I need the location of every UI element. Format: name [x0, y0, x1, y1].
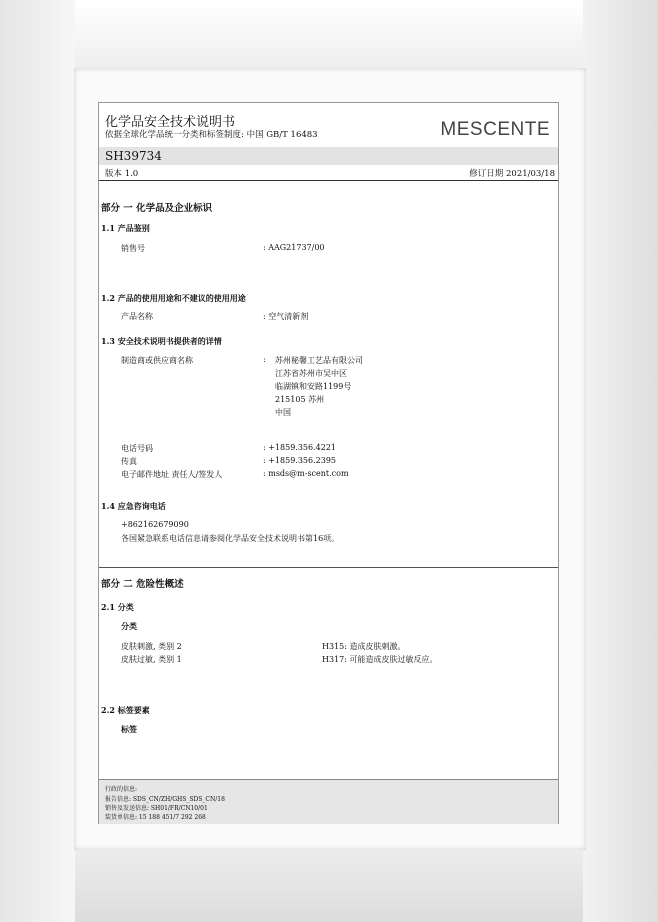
part2-heading: 部分 二 危险性概述 — [101, 579, 184, 590]
version-row — [99, 166, 558, 181]
section-1-3-heading: 1.3 安全技术说明书提供者的详情 — [101, 336, 222, 346]
supplier-colon: : — [263, 355, 266, 364]
sales-number-label: 销售号 — [121, 244, 145, 253]
supplier-line: 苏州秘馨工艺品有限公司 — [275, 356, 363, 365]
product-name-value: : 空气清新剂 — [263, 312, 309, 321]
emergency-note: 各国紧急联系电话信息请参阅化学品安全技术说明书第16项。 — [121, 534, 340, 543]
footer-admin-info: 行政的信息: — [105, 786, 138, 793]
sales-number-value: : AAG21737/00 — [263, 243, 325, 252]
document-footer — [99, 779, 558, 824]
section-divider — [99, 567, 558, 568]
frame-bevel-bottom — [0, 842, 658, 922]
supplier-line: 江苏省苏州市吴中区 — [275, 369, 347, 378]
email-value: : msds@m-scent.com — [263, 469, 349, 478]
section-1-2-heading: 1.2 产品的使用用途和不建议的使用用途 — [101, 293, 246, 303]
section-2-1-heading: 2.1 分类 — [101, 602, 134, 612]
footer-report-info: 报告信息: SDS_CN/ZH/GHS_SDS_CN/18 — [105, 796, 225, 803]
emergency-phone: +862162679090 — [121, 520, 189, 529]
product-code: SH39734 — [105, 149, 162, 163]
footer-sales-info: 销售及发送信息: SH01/FR/CN10/01 — [105, 805, 208, 812]
supplier-line: 临湖镇和安路1199号 — [275, 382, 352, 391]
supplier-label: 制造商或供应商名称 — [121, 356, 193, 365]
frame-bevel-left — [0, 0, 75, 922]
label-elements-label: 标签 — [121, 724, 137, 734]
phone-value: : +1859.356.4221 — [263, 443, 337, 452]
brand-logo: MESCENTE — [440, 119, 550, 140]
fax-label: 传真 — [121, 457, 137, 466]
document-subtitle: 依据全球化学品统一分类和标签制度: 中国 GB/T 16483 — [105, 130, 318, 140]
classification-label: 分类 — [121, 621, 137, 631]
fax-value: : +1859.356.2395 — [263, 456, 337, 465]
product-code-bar — [99, 147, 558, 165]
part1-heading: 部分 一 化学品及企业标识 — [101, 203, 213, 214]
email-label: 电子邮件地址 责任人/签发人 — [121, 470, 223, 479]
version: 版本 1.0 — [105, 169, 139, 179]
supplier-line: 中国 — [275, 408, 291, 417]
hazard-statement: H317: 可能造成皮肤过敏反应。 — [322, 655, 438, 664]
section-1-4-heading: 1.4 应急咨询电话 — [101, 501, 166, 511]
footer-shipping-info: 装货单信息: 15 188 451/7 292 268 — [105, 814, 206, 821]
sds-document-page — [98, 102, 559, 824]
revision-date: 修订日期 2021/03/18 — [469, 169, 555, 179]
supplier-line: 215105 苏州 — [275, 395, 325, 404]
section-2-2-heading: 2.2 标签要素 — [101, 705, 150, 715]
document-title: 化学品安全技术说明书 — [105, 115, 236, 130]
section-1-1-heading: 1.1 产品鉴别 — [101, 223, 150, 233]
hazard-class: 皮肤过敏, 类别 1 — [121, 655, 182, 664]
frame-bevel-right — [583, 0, 658, 922]
phone-label: 电话号码 — [121, 444, 153, 453]
hazard-statement: H315: 造成皮肤刺激。 — [322, 642, 406, 651]
product-name-label: 产品名称 — [121, 312, 153, 321]
frame-bevel-top — [0, 0, 658, 70]
hazard-class: 皮肤刺激, 类别 2 — [121, 642, 182, 651]
